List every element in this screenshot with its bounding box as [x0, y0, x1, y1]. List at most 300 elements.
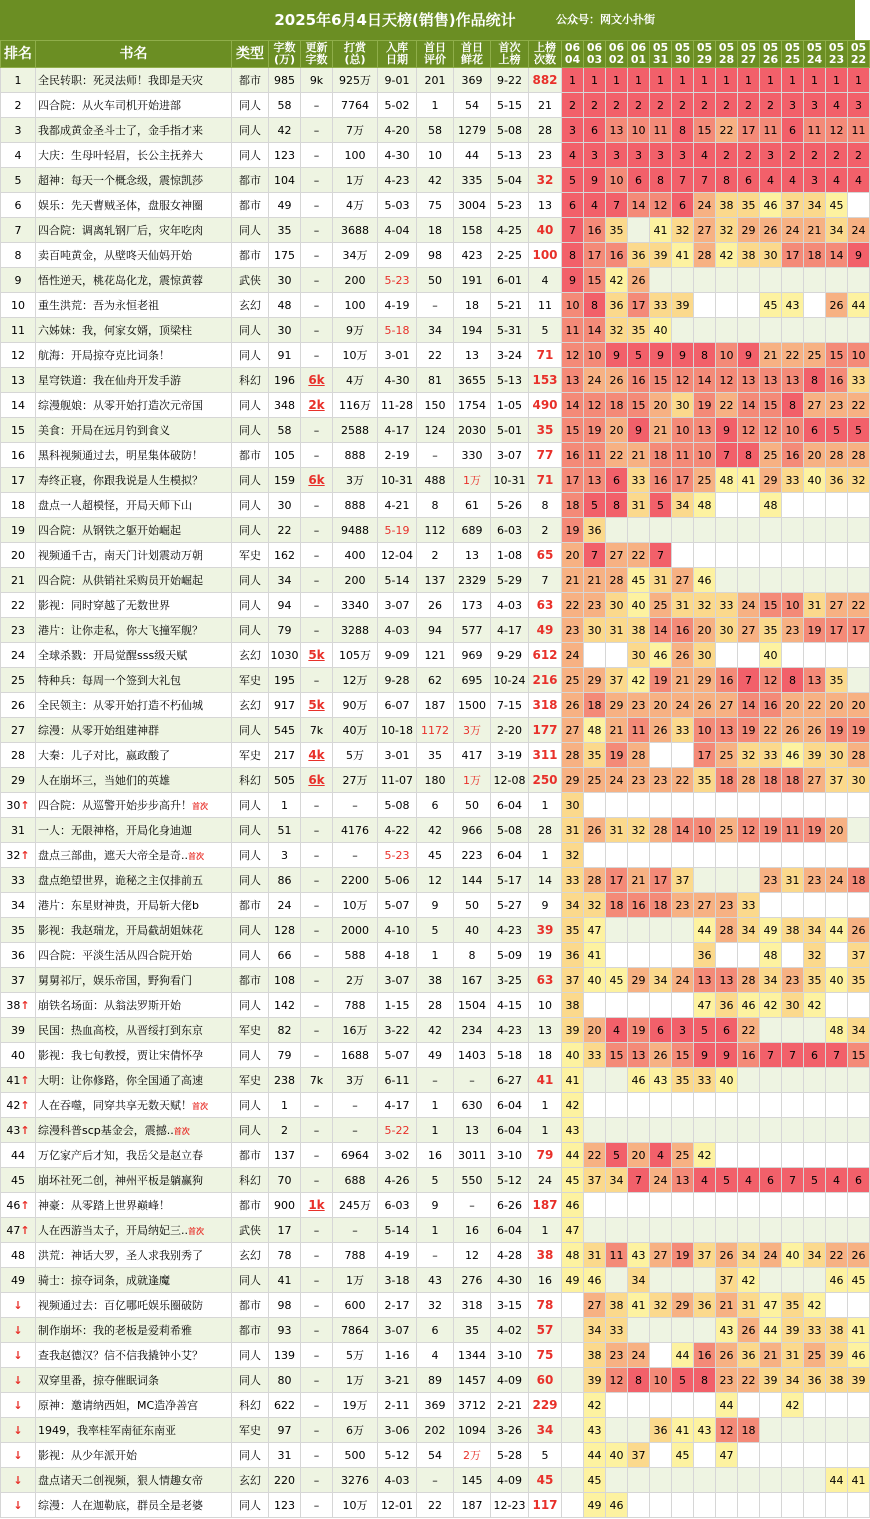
first-listed-cell: 5-12: [491, 1168, 529, 1193]
book-title-cell: [36, 243, 232, 268]
type-cell: 同人: [232, 568, 269, 593]
day-rank-cell: 5: [672, 1368, 694, 1393]
day-rank-cell: 30: [562, 793, 584, 818]
day-rank-cell: [562, 1343, 584, 1368]
day-rank-cell: [650, 1468, 672, 1493]
day-rank-cell: 31: [606, 818, 628, 843]
day-rank-cell: 42: [584, 1393, 606, 1418]
day-rank-cell: 23: [672, 893, 694, 918]
tip-cell: 116万: [333, 393, 378, 418]
first-listed-cell: 4-23: [491, 1018, 529, 1043]
day-rank-cell: 8: [606, 493, 628, 518]
book-title: 盘点一人超模怪，开局天师下山: [38, 499, 192, 512]
review-cell: 8: [417, 493, 454, 518]
day-rank-cell: [760, 1018, 782, 1043]
book-title: 寿终正寝，你跟我说是人生模拟？: [38, 474, 203, 487]
tip-cell: 588: [333, 943, 378, 968]
day-rank-cell: 20: [606, 418, 628, 443]
book-title: 航海：开局掠夺克比词条！: [38, 349, 170, 362]
book-title: 娱乐：先天曹贼圣体，盘服女神圈: [38, 199, 203, 212]
day-rank-cell: [760, 1193, 782, 1218]
day-rank-cell: 42: [562, 1093, 584, 1118]
day-rank-cell: [826, 1418, 848, 1443]
book-title-cell: [36, 1093, 232, 1118]
tip-cell: 5万: [333, 1343, 378, 1368]
book-title-cell: [36, 143, 232, 168]
book-title: 双穿里番，掠夺催眠词条: [38, 1374, 159, 1387]
review-cell: 75: [417, 193, 454, 218]
day-rank-cell: 41: [672, 1418, 694, 1443]
day-rank-cell: 2: [738, 93, 760, 118]
day-rank-cell: 31: [562, 818, 584, 843]
update-cell: [301, 293, 333, 318]
day-rank-cell: 13: [584, 468, 606, 493]
date-cell: 3-06: [378, 1418, 417, 1443]
day-rank-cell: 29: [760, 468, 782, 493]
day-rank-cell: 10: [672, 418, 694, 443]
tip-cell: 788: [333, 1243, 378, 1268]
day-rank-cell: 25: [562, 668, 584, 693]
book-title-cell: [36, 368, 232, 393]
day-rank-cell: 9: [738, 343, 760, 368]
rank-cell: 48: [1, 1243, 36, 1268]
tip-cell: 925万: [333, 68, 378, 93]
book-title: 影视：我七旬教授，贾让宋倩怀孕: [38, 1049, 203, 1062]
tip-cell: 3688: [333, 218, 378, 243]
day-rank-cell: 39: [848, 1368, 870, 1393]
day-rank-cell: [694, 793, 716, 818]
day-rank-cell: 48: [562, 1243, 584, 1268]
day-rank-cell: 40: [716, 1068, 738, 1093]
first-listed-cell: 3-10: [491, 1343, 529, 1368]
book-title: 六姊妹：我，何家女婿，顶梁柱: [38, 324, 192, 337]
day-rank-cell: [716, 318, 738, 343]
day-rank-cell: 24: [782, 218, 804, 243]
day-rank-cell: [628, 1493, 650, 1518]
day-rank-cell: 7: [562, 218, 584, 243]
day-rank-cell: [650, 1118, 672, 1143]
day-rank-cell: [782, 318, 804, 343]
day-rank-cell: 40: [628, 593, 650, 618]
update-value: –: [313, 1473, 320, 1487]
day-rank-cell: 20: [562, 543, 584, 568]
book-title: 盘点三部曲，遮天大帝全是奇..: [38, 849, 188, 862]
day-rank-cell: 13: [672, 1168, 694, 1193]
day-rank-cell: 41: [628, 1293, 650, 1318]
table-row: [1, 118, 870, 143]
day-rank-cell: 9: [716, 418, 738, 443]
update-cell: [301, 1018, 333, 1043]
date-cell: 2-11: [378, 1393, 417, 1418]
first-listed-cell: 5-23: [491, 193, 529, 218]
day-rank-cell: [672, 1468, 694, 1493]
first-listed-cell: 7-15: [491, 693, 529, 718]
day-rank-cell: 4: [826, 1168, 848, 1193]
day-rank-cell: 47: [562, 1218, 584, 1243]
header-day: 05 22: [848, 41, 870, 68]
date-cell: 4-22: [378, 818, 417, 843]
day-rank-cell: 24: [694, 193, 716, 218]
day-rank-cell: [848, 1293, 870, 1318]
day-rank-cell: 5: [694, 1018, 716, 1043]
day-rank-cell: [782, 793, 804, 818]
update-cell: [301, 168, 333, 193]
day-rank-cell: 22: [562, 593, 584, 618]
day-rank-cell: 16: [694, 1343, 716, 1368]
type-cell: 科幻: [232, 1168, 269, 1193]
day-rank-cell: 37: [584, 1168, 606, 1193]
day-rank-cell: 14: [628, 193, 650, 218]
day-rank-cell: [826, 1118, 848, 1143]
day-rank-cell: 6: [760, 1168, 782, 1193]
tip-cell: 5万: [333, 743, 378, 768]
rank-cell: 31: [1, 818, 36, 843]
book-title: 悟性逆天，桃花岛化龙，震惊黄蓉: [38, 274, 203, 287]
type-cell: 武侠: [232, 268, 269, 293]
table-row: [1, 293, 870, 318]
day-rank-cell: [848, 1193, 870, 1218]
day-rank-cell: 19: [694, 393, 716, 418]
day-rank-cell: 32: [694, 593, 716, 618]
day-rank-cell: [628, 1318, 650, 1343]
day-rank-cell: 16: [628, 893, 650, 918]
day-rank-cell: [694, 868, 716, 893]
update-cell: [301, 243, 333, 268]
review-cell: 42: [417, 1018, 454, 1043]
date-cell: 1-16: [378, 1343, 417, 1368]
times-cell: 5: [529, 318, 562, 343]
day-rank-cell: 38: [606, 1293, 628, 1318]
day-rank-cell: 5: [584, 493, 606, 518]
day-rank-cell: 37: [826, 768, 848, 793]
day-rank-cell: [782, 643, 804, 668]
update-cell: [301, 743, 333, 768]
book-title-cell: [36, 1443, 232, 1468]
day-rank-cell: 22: [804, 693, 826, 718]
day-rank-cell: 42: [738, 1268, 760, 1293]
day-rank-cell: 8: [782, 668, 804, 693]
day-rank-cell: [606, 943, 628, 968]
day-rank-cell: [650, 1343, 672, 1368]
day-rank-cell: [694, 1193, 716, 1218]
type-cell: 军史: [232, 1418, 269, 1443]
day-rank-cell: [826, 1093, 848, 1118]
day-rank-cell: 22: [826, 1243, 848, 1268]
day-rank-cell: 4: [826, 93, 848, 118]
words-cell: 917: [269, 693, 301, 718]
first-listed-cell: 3-25: [491, 968, 529, 993]
tip-cell: 2200: [333, 868, 378, 893]
review-cell: 50: [417, 268, 454, 293]
day-rank-cell: 1: [584, 68, 606, 93]
day-rank-cell: 19: [848, 718, 870, 743]
day-rank-cell: [782, 1218, 804, 1243]
flower-cell: 50: [454, 893, 491, 918]
day-rank-cell: 14: [738, 393, 760, 418]
review-cell: 6: [417, 1318, 454, 1343]
day-rank-cell: 8: [562, 243, 584, 268]
update-cell: [301, 318, 333, 343]
day-rank-cell: 28: [848, 743, 870, 768]
day-rank-cell: 49: [562, 1268, 584, 1293]
flower-cell: 3004: [454, 193, 491, 218]
flower-cell: 3712: [454, 1393, 491, 1418]
book-title: 大秦：儿子对比，嬴政酸了: [38, 749, 170, 762]
first-listed-cell: 5-27: [491, 893, 529, 918]
table-row: [1, 568, 870, 593]
day-rank-cell: 1: [804, 68, 826, 93]
day-rank-cell: [562, 1468, 584, 1493]
day-rank-cell: [760, 1218, 782, 1243]
times-cell: 79: [529, 1143, 562, 1168]
day-rank-cell: 42: [628, 668, 650, 693]
day-rank-cell: [826, 268, 848, 293]
day-rank-cell: 24: [650, 1168, 672, 1193]
day-rank-cell: 10: [650, 1368, 672, 1393]
review-cell: 81: [417, 368, 454, 393]
day-rank-cell: 26: [694, 693, 716, 718]
update-value: –: [313, 1423, 320, 1437]
first-listed-cell: 4-03: [491, 593, 529, 618]
day-rank-cell: [738, 293, 760, 318]
day-rank-cell: [804, 293, 826, 318]
book-title: 综漫舰娘：从零开始打造次元帝国: [38, 399, 203, 412]
header-times: 上榜 次数: [529, 41, 562, 68]
day-rank-cell: [606, 1468, 628, 1493]
date-cell: 4-04: [378, 218, 417, 243]
day-rank-cell: [672, 918, 694, 943]
flower-cell: 13: [454, 1118, 491, 1143]
date-cell: 10-31: [378, 468, 417, 493]
day-rank-cell: [694, 1393, 716, 1418]
day-rank-cell: 21: [650, 418, 672, 443]
type-cell: 同人: [232, 418, 269, 443]
date-cell: 4-10: [378, 918, 417, 943]
flower-cell: 1403: [454, 1043, 491, 1068]
day-rank-cell: [606, 1393, 628, 1418]
type-cell: 军史: [232, 543, 269, 568]
review-cell: 369: [417, 1393, 454, 1418]
type-cell: 军史: [232, 668, 269, 693]
header-review: 首日 评价: [417, 41, 454, 68]
header-date: 入库 日期: [378, 41, 417, 68]
header-words: 字数 (万): [269, 41, 301, 68]
day-rank-cell: 43: [782, 293, 804, 318]
day-rank-cell: 45: [628, 568, 650, 593]
flower-cell: 40: [454, 918, 491, 943]
day-rank-cell: 37: [606, 668, 628, 693]
day-rank-cell: [804, 1118, 826, 1143]
update-value: –: [313, 123, 320, 137]
table-row: [1, 218, 870, 243]
date-cell: 5-23: [378, 843, 417, 868]
words-cell: 41: [269, 1268, 301, 1293]
day-rank-cell: 5: [606, 1143, 628, 1168]
rank-cell: 20: [1, 543, 36, 568]
day-rank-cell: 4: [584, 193, 606, 218]
day-rank-cell: 17: [782, 243, 804, 268]
tip-cell: 888: [333, 493, 378, 518]
day-rank-cell: 32: [584, 893, 606, 918]
day-rank-cell: [562, 1443, 584, 1468]
tip-cell: 100: [333, 143, 378, 168]
flower-cell: 369: [454, 68, 491, 93]
day-rank-cell: 30: [716, 618, 738, 643]
day-rank-cell: 39: [584, 1368, 606, 1393]
review-cell: 112: [417, 518, 454, 543]
day-rank-cell: [848, 793, 870, 818]
words-cell: 49: [269, 193, 301, 218]
header-day: 05 31: [650, 41, 672, 68]
rank-cell: ↓: [1, 1493, 36, 1518]
day-rank-cell: [672, 1218, 694, 1243]
day-rank-cell: [760, 1443, 782, 1468]
day-rank-cell: [738, 318, 760, 343]
times-cell: 612: [529, 643, 562, 668]
first-listed-cell: 5-08: [491, 118, 529, 143]
first-time-badge: 首次: [188, 852, 204, 861]
book-title: 四合院：从钢铁之躯开始崛起: [38, 524, 181, 537]
day-rank-cell: [672, 793, 694, 818]
day-rank-cell: 30: [584, 618, 606, 643]
flower-cell: 3011: [454, 1143, 491, 1168]
day-rank-cell: 8: [650, 168, 672, 193]
flower-cell: 276: [454, 1268, 491, 1293]
first-listed-cell: 12-23: [491, 1493, 529, 1518]
update-cell: [301, 968, 333, 993]
day-rank-cell: 5: [628, 343, 650, 368]
day-rank-cell: 16: [738, 1043, 760, 1068]
table-row: [1, 1218, 870, 1243]
table-row: [1, 193, 870, 218]
header-type: 类型: [232, 41, 269, 68]
rank-cell: 11: [1, 318, 36, 343]
day-rank-cell: 15: [628, 393, 650, 418]
book-title: 舅舅祁厅，娱乐帝国，野狗看门: [38, 974, 192, 987]
first-listed-cell: 5-17: [491, 868, 529, 893]
book-title-cell: [36, 743, 232, 768]
first-listed-cell: 5-28: [491, 1443, 529, 1468]
day-rank-cell: 26: [562, 693, 584, 718]
words-cell: 97: [269, 1418, 301, 1443]
day-rank-cell: 26: [826, 293, 848, 318]
book-title-cell: [36, 818, 232, 843]
table-row: [1, 393, 870, 418]
day-rank-cell: 33: [694, 1068, 716, 1093]
day-rank-cell: 3: [672, 143, 694, 168]
day-rank-cell: [650, 1218, 672, 1243]
day-rank-cell: 24: [848, 218, 870, 243]
update-cell: [301, 443, 333, 468]
update-value: 6k: [308, 473, 325, 487]
day-rank-cell: [672, 843, 694, 868]
day-rank-cell: 44: [694, 918, 716, 943]
words-cell: 31: [269, 1443, 301, 1468]
table-row: [1, 893, 870, 918]
tip-cell: 100: [333, 293, 378, 318]
words-cell: 505: [269, 768, 301, 793]
times-cell: 13: [529, 193, 562, 218]
day-rank-cell: 22: [848, 593, 870, 618]
update-value: –: [313, 923, 320, 937]
day-rank-cell: 1: [694, 68, 716, 93]
day-rank-cell: [848, 1443, 870, 1468]
day-rank-cell: 38: [826, 1318, 848, 1343]
book-title: 影视：我赵瑞龙，开局截胡姐妹花: [38, 924, 203, 937]
day-rank-cell: [848, 1068, 870, 1093]
day-rank-cell: [606, 1193, 628, 1218]
first-listed-cell: 10-31: [491, 468, 529, 493]
update-cell: [301, 1143, 333, 1168]
type-cell: 同人: [232, 868, 269, 893]
day-rank-cell: 26: [650, 1043, 672, 1068]
date-cell: 3-02: [378, 1143, 417, 1168]
day-rank-cell: 34: [584, 1318, 606, 1343]
tip-cell: 1万: [333, 1268, 378, 1293]
day-rank-cell: [606, 1068, 628, 1093]
book-title: 人在西游当太子，开局纳妃三..: [38, 1224, 188, 1237]
day-rank-cell: 24: [826, 868, 848, 893]
day-rank-cell: 20: [826, 818, 848, 843]
day-rank-cell: [628, 1393, 650, 1418]
day-rank-cell: 9: [606, 343, 628, 368]
date-cell: 5-14: [378, 568, 417, 593]
type-cell: 都市: [232, 443, 269, 468]
day-rank-cell: 7: [672, 168, 694, 193]
book-title: 骑士：掠夺词条，成就逢魔: [38, 1274, 170, 1287]
date-cell: 4-26: [378, 1168, 417, 1193]
day-rank-cell: 26: [628, 268, 650, 293]
tip-cell: 6964: [333, 1143, 378, 1168]
day-rank-cell: 3: [606, 143, 628, 168]
first-listed-cell: 1-05: [491, 393, 529, 418]
rank-cell: 32↑: [1, 843, 36, 868]
day-rank-cell: 12: [738, 818, 760, 843]
header-day: 05 30: [672, 41, 694, 68]
day-rank-cell: [782, 493, 804, 518]
day-rank-cell: 4: [694, 143, 716, 168]
day-rank-cell: 36: [738, 1343, 760, 1368]
table-row: [1, 1193, 870, 1218]
day-rank-cell: 10: [782, 593, 804, 618]
book-title-cell: [36, 393, 232, 418]
times-cell: 882: [529, 68, 562, 93]
day-rank-cell: 20: [650, 393, 672, 418]
type-cell: 同人: [232, 843, 269, 868]
flower-cell: 1279: [454, 118, 491, 143]
words-cell: 985: [269, 68, 301, 93]
day-rank-cell: 2: [716, 143, 738, 168]
date-cell: 5-18: [378, 318, 417, 343]
day-rank-cell: [738, 543, 760, 568]
day-rank-cell: 36: [584, 518, 606, 543]
day-rank-cell: 25: [760, 443, 782, 468]
day-rank-cell: 9: [848, 243, 870, 268]
update-cell: [301, 1418, 333, 1443]
times-cell: 65: [529, 543, 562, 568]
day-rank-cell: 27: [716, 693, 738, 718]
update-value: 6k: [308, 773, 325, 787]
tip-cell: –: [333, 1118, 378, 1143]
times-cell: 1: [529, 1093, 562, 1118]
day-rank-cell: 33: [562, 868, 584, 893]
book-title-cell: [36, 643, 232, 668]
page-title: 2025年6月4日天榜(销售)作品统计: [274, 11, 516, 29]
update-cell: [301, 868, 333, 893]
day-rank-cell: 31: [584, 1243, 606, 1268]
day-rank-cell: [584, 1093, 606, 1118]
day-rank-cell: 29: [738, 218, 760, 243]
